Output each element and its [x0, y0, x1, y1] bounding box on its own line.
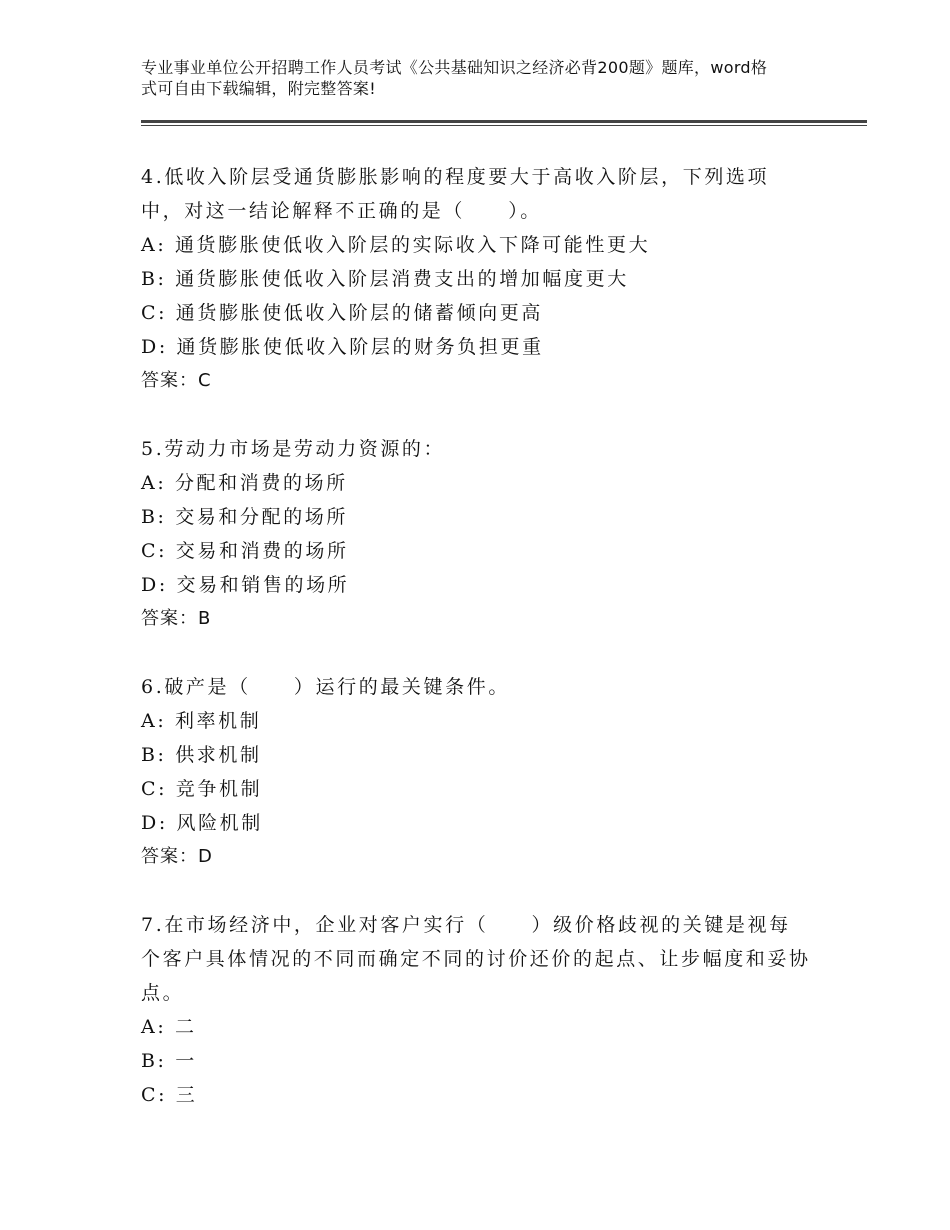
- option-d: D: 交易和销售的场所: [141, 574, 350, 596]
- option-d: D: 通货膨胀使低收入阶层的财务负担更重: [141, 336, 544, 358]
- option-b: B: 通货膨胀使低收入阶层消费支出的增加幅度更大: [141, 268, 629, 290]
- question-6: [141, 670, 811, 874]
- option-b: B: 一: [141, 1050, 197, 1072]
- option-a: A: 通货膨胀使低收入阶层的实际收入下降可能性更大: [141, 234, 651, 256]
- answer-line: 答案：C: [141, 370, 212, 391]
- document-header: 专业事业单位公开招聘工作人员考试《公共基础知识之经济必背200题》题库，word格式可自由下载编辑，附完整答案!: [141, 58, 768, 98]
- answer-line: 答案：D: [141, 846, 213, 867]
- question-stem: 5.劳动力市场是劳动力资源的：: [141, 438, 446, 460]
- option-c: C: 竞争机制: [141, 778, 263, 800]
- question-stem: 6.破产是（ ）运行的最关键条件。: [141, 676, 510, 698]
- option-a: A: 分配和消费的场所: [141, 472, 348, 494]
- option-c: C: 三: [141, 1084, 198, 1106]
- option-b: B: 供求机制: [141, 744, 262, 766]
- option-b: B: 交易和分配的场所: [141, 506, 349, 528]
- question-4: [141, 160, 811, 398]
- question-stem: 4.低收入阶层受通货膨胀影响的程度要大于高收入阶层，下列选项中，对这一结论解释不正确的是（ ）。: [141, 166, 770, 222]
- option-c: C: 交易和消费的场所: [141, 540, 349, 562]
- option-a: A: 利率机制: [141, 710, 262, 732]
- question-list: [141, 160, 811, 1146]
- option-a: A: 二: [141, 1016, 197, 1038]
- option-d: D: 风险机制: [141, 812, 263, 834]
- header-divider-thin: [141, 125, 867, 126]
- question-5: [141, 432, 811, 636]
- header-divider-thick: [141, 120, 867, 123]
- answer-line: 答案：B: [141, 608, 212, 629]
- question-7: [141, 908, 811, 1112]
- option-c: C: 通货膨胀使低收入阶层的储蓄倾向更高: [141, 302, 543, 324]
- question-stem: 7.在市场经济中，企业对客户实行（ ）级价格歧视的关键是视每个客户具体情况的不同而确定不同的讨价还价的起点、让步幅度和妥协点。: [141, 914, 811, 1004]
